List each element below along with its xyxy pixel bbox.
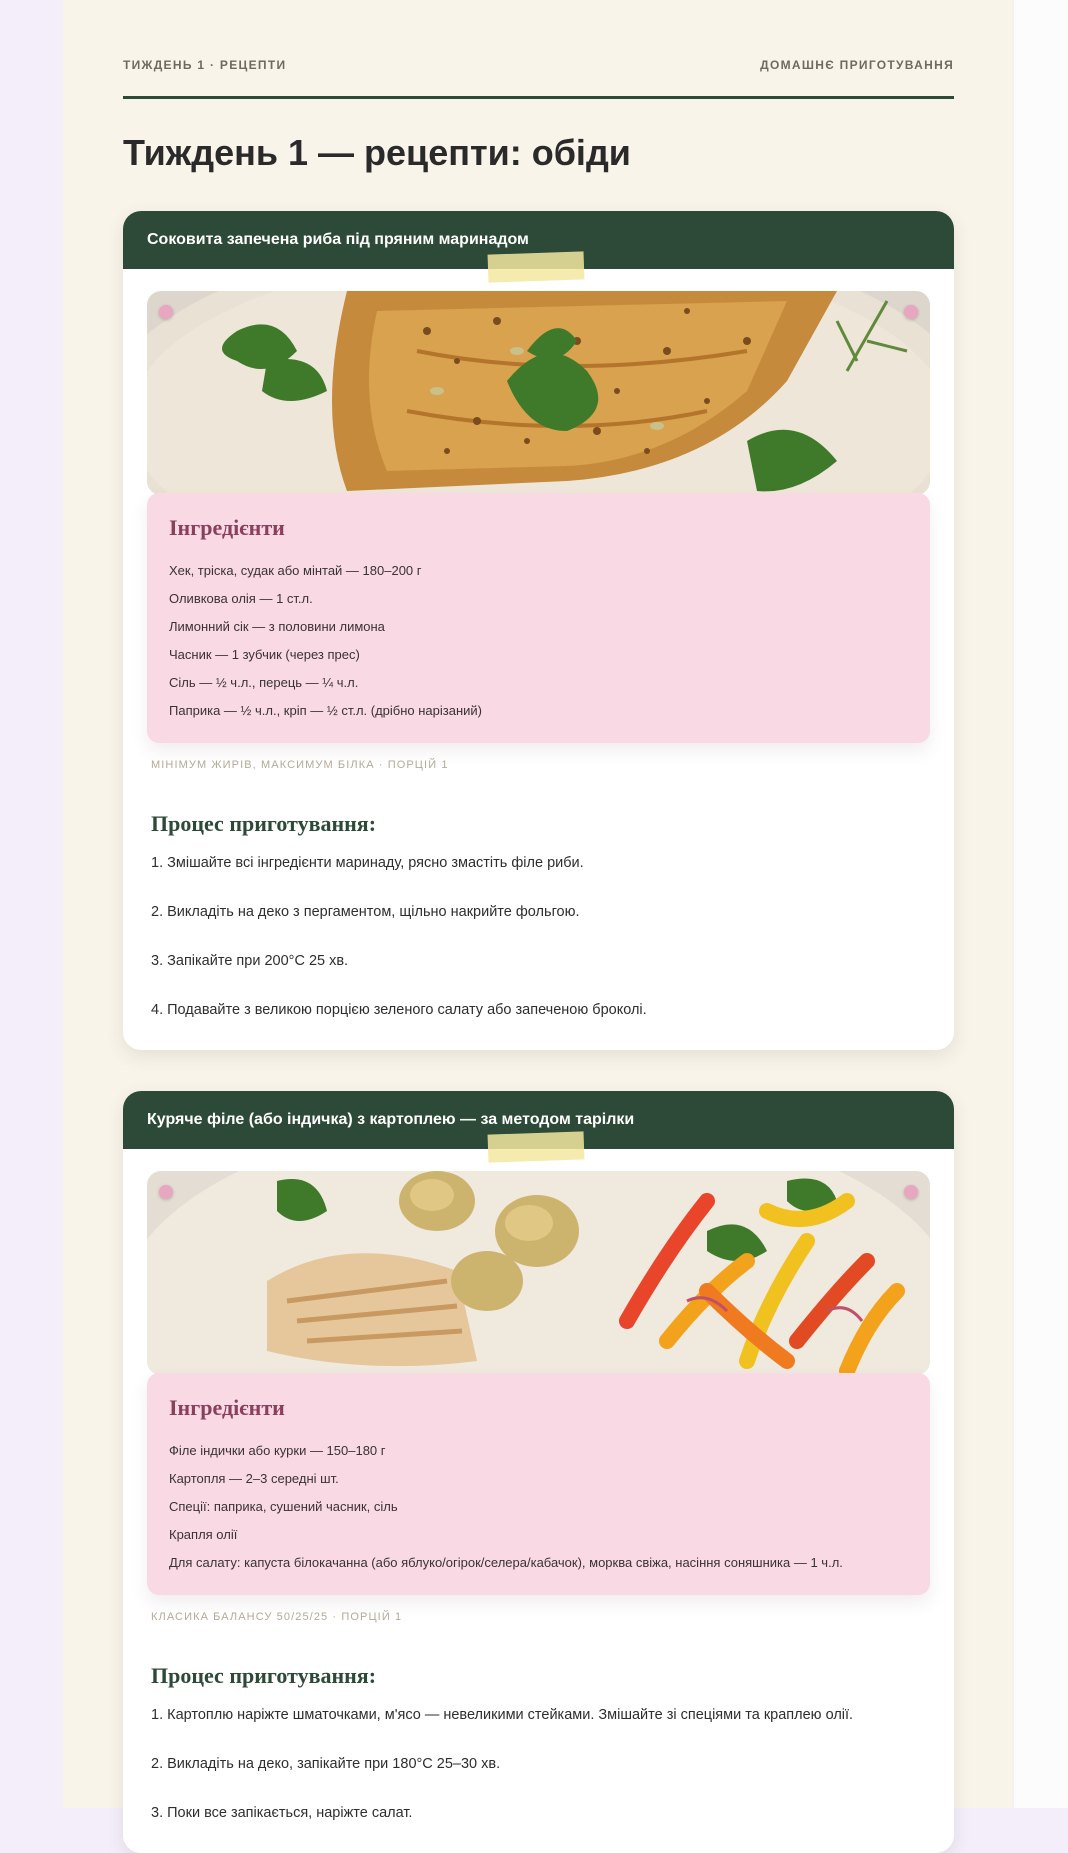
ingredients-list — [169, 1437, 908, 1577]
ingredients-title: Інгредієнти — [169, 1395, 285, 1420]
ingredient-item: Паприка — ½ ч.л., кріп — ½ ст.л. (дрібно нарізаний) — [169, 703, 482, 718]
ingredient-item: Крапля олії — [169, 1527, 238, 1542]
ingredient-item: Для салату: капуста білокачанна (або яблуко/огірок/селера/кабачок), морква свіжа, насіння соняшника — 1 ч.л. — [169, 1555, 843, 1570]
steps-list — [151, 1705, 930, 1823]
step-item: 3. Запікайте при 200°C 25 хв. — [151, 953, 349, 969]
recipe-card — [123, 1091, 954, 1853]
header-left-label: ТИЖДЕНЬ 1 · РЕЦЕПТИ — [123, 58, 287, 72]
recipe-meta: МІНІМУМ ЖИРІВ, МАКСИМУМ БІЛКА · ПОРЦІЙ 1 — [151, 759, 449, 771]
recipe-title: Куряче філе (або індичка) з картоплею — за методом тарілки — [123, 1091, 954, 1149]
step-item: 4. Подавайте з великою порцією зеленого салату або запеченою броколі. — [151, 1002, 647, 1018]
page-header — [123, 58, 954, 99]
ingredients-list — [169, 557, 908, 725]
ingredient-item: Сіль — ½ ч.л., перець — ¼ ч.л. — [169, 675, 359, 690]
pin-icon — [904, 305, 918, 319]
recipe-card — [123, 211, 954, 1050]
ingredients-panel — [147, 493, 930, 743]
step-item: 3. Поки все запікається, наріжте салат. — [151, 1805, 413, 1821]
step-item: 2. Викладіть на деко з пергаментом, щільно накрийте фольгою. — [151, 904, 580, 920]
baked-fish-photo — [147, 291, 930, 495]
pin-icon — [159, 305, 173, 319]
ingredient-item: Оливкова олія — 1 ст.л. — [169, 591, 313, 606]
document-page — [63, 0, 1013, 1821]
recipe-meta: КЛАСИКА БАЛАНСУ 50/25/25 · ПОРЦІЙ 1 — [151, 1611, 403, 1623]
recipe-title: Соковита запечена риба під пряним маринадом — [123, 211, 954, 269]
chicken-potato-photo — [147, 1171, 930, 1375]
step-item: 1. Змішайте всі інгредієнти маринаду, рясно змастіть філе риби. — [151, 855, 584, 871]
tape-decoration — [488, 1131, 585, 1162]
step-item: 2. Викладіть на деко, запікайте при 180°C 25–30 хв. — [151, 1756, 501, 1772]
process-title: Процес приготування: — [151, 1663, 377, 1688]
steps-list — [151, 853, 930, 1020]
ingredient-item: Часник — 1 зубчик (через прес) — [169, 647, 360, 662]
ingredients-panel — [147, 1373, 930, 1595]
tape-decoration — [488, 251, 585, 282]
page-title: Тиждень 1 — рецепти: обіди — [123, 132, 631, 173]
ingredient-item: Філе індички або курки — 150–180 г — [169, 1443, 386, 1458]
page-edge — [1014, 0, 1068, 1808]
ingredients-title: Інгредієнти — [169, 515, 285, 540]
ingredient-item: Спеції: паприка, сушений часник, сіль — [169, 1499, 398, 1514]
step-item: 1. Картоплю наріжте шматочками, м'ясо — невеликими стейками. Змішайте зі спеціями та краплею олії. — [151, 1707, 854, 1723]
ingredient-item: Картопля — 2–3 середні шт. — [169, 1471, 339, 1486]
pin-icon — [904, 1185, 918, 1199]
process-title: Процес приготування: — [151, 811, 377, 836]
pin-icon — [159, 1185, 173, 1199]
ingredient-item: Лимонний сік — з половини лимона — [169, 619, 385, 634]
ingredient-item: Хек, тріска, судак або мінтай — 180–200 г — [169, 563, 422, 578]
header-right-label: ДОМАШНЄ ПРИГОТУВАННЯ — [760, 58, 954, 72]
